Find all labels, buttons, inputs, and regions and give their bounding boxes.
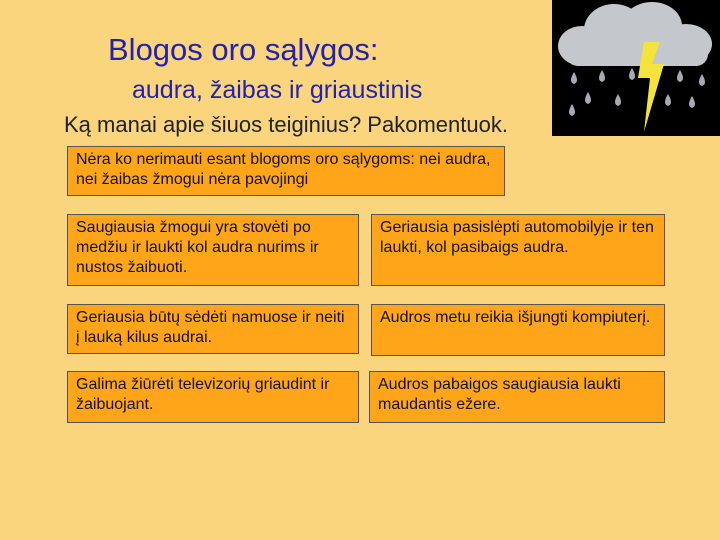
statement-text: Geriausia pasislėpti automobilyje ir ten laukti, kol pasibaigs audra. [380, 219, 654, 256]
statement-card-4 [67, 304, 359, 354]
statement-text: Audros pabaigos saugiausia laukti maudantis ežere. [378, 376, 621, 413]
storm-cloud-lightning-icon [552, 0, 720, 136]
page-subtitle: audra, žaibas ir griaustinis [132, 76, 423, 104]
statement-card-2 [67, 214, 359, 286]
statement-card-3 [371, 214, 665, 286]
statement-text: Nėra ko nerimauti esant blogoms oro sąlygoms: nei audra, nei žaibas žmogui nėra pavojingi [76, 151, 491, 188]
statement-card-6 [67, 371, 359, 423]
statement-text: Galima žiūrėti televizorių griaudint ir žaibuojant. [76, 376, 330, 413]
page-title: Blogos oro sąlygos: [108, 32, 379, 67]
statement-card-7 [369, 371, 665, 423]
statement-card-1 [67, 146, 505, 196]
statement-text: Audros metu reikia išjungti kompiuterį. [380, 309, 651, 326]
statement-text: Saugiausia žmogui yra stovėti po medžiu ir laukti kol audra nurims ir nustos žaibuoti. [76, 219, 319, 276]
statement-text: Geriausia būtų sėdėti namuose ir neiti į lauką kilus audrai. [76, 309, 345, 346]
question-prompt: Ką manai apie šiuos teiginius? Pakomentuok. [64, 112, 508, 137]
statement-card-5 [371, 304, 665, 356]
